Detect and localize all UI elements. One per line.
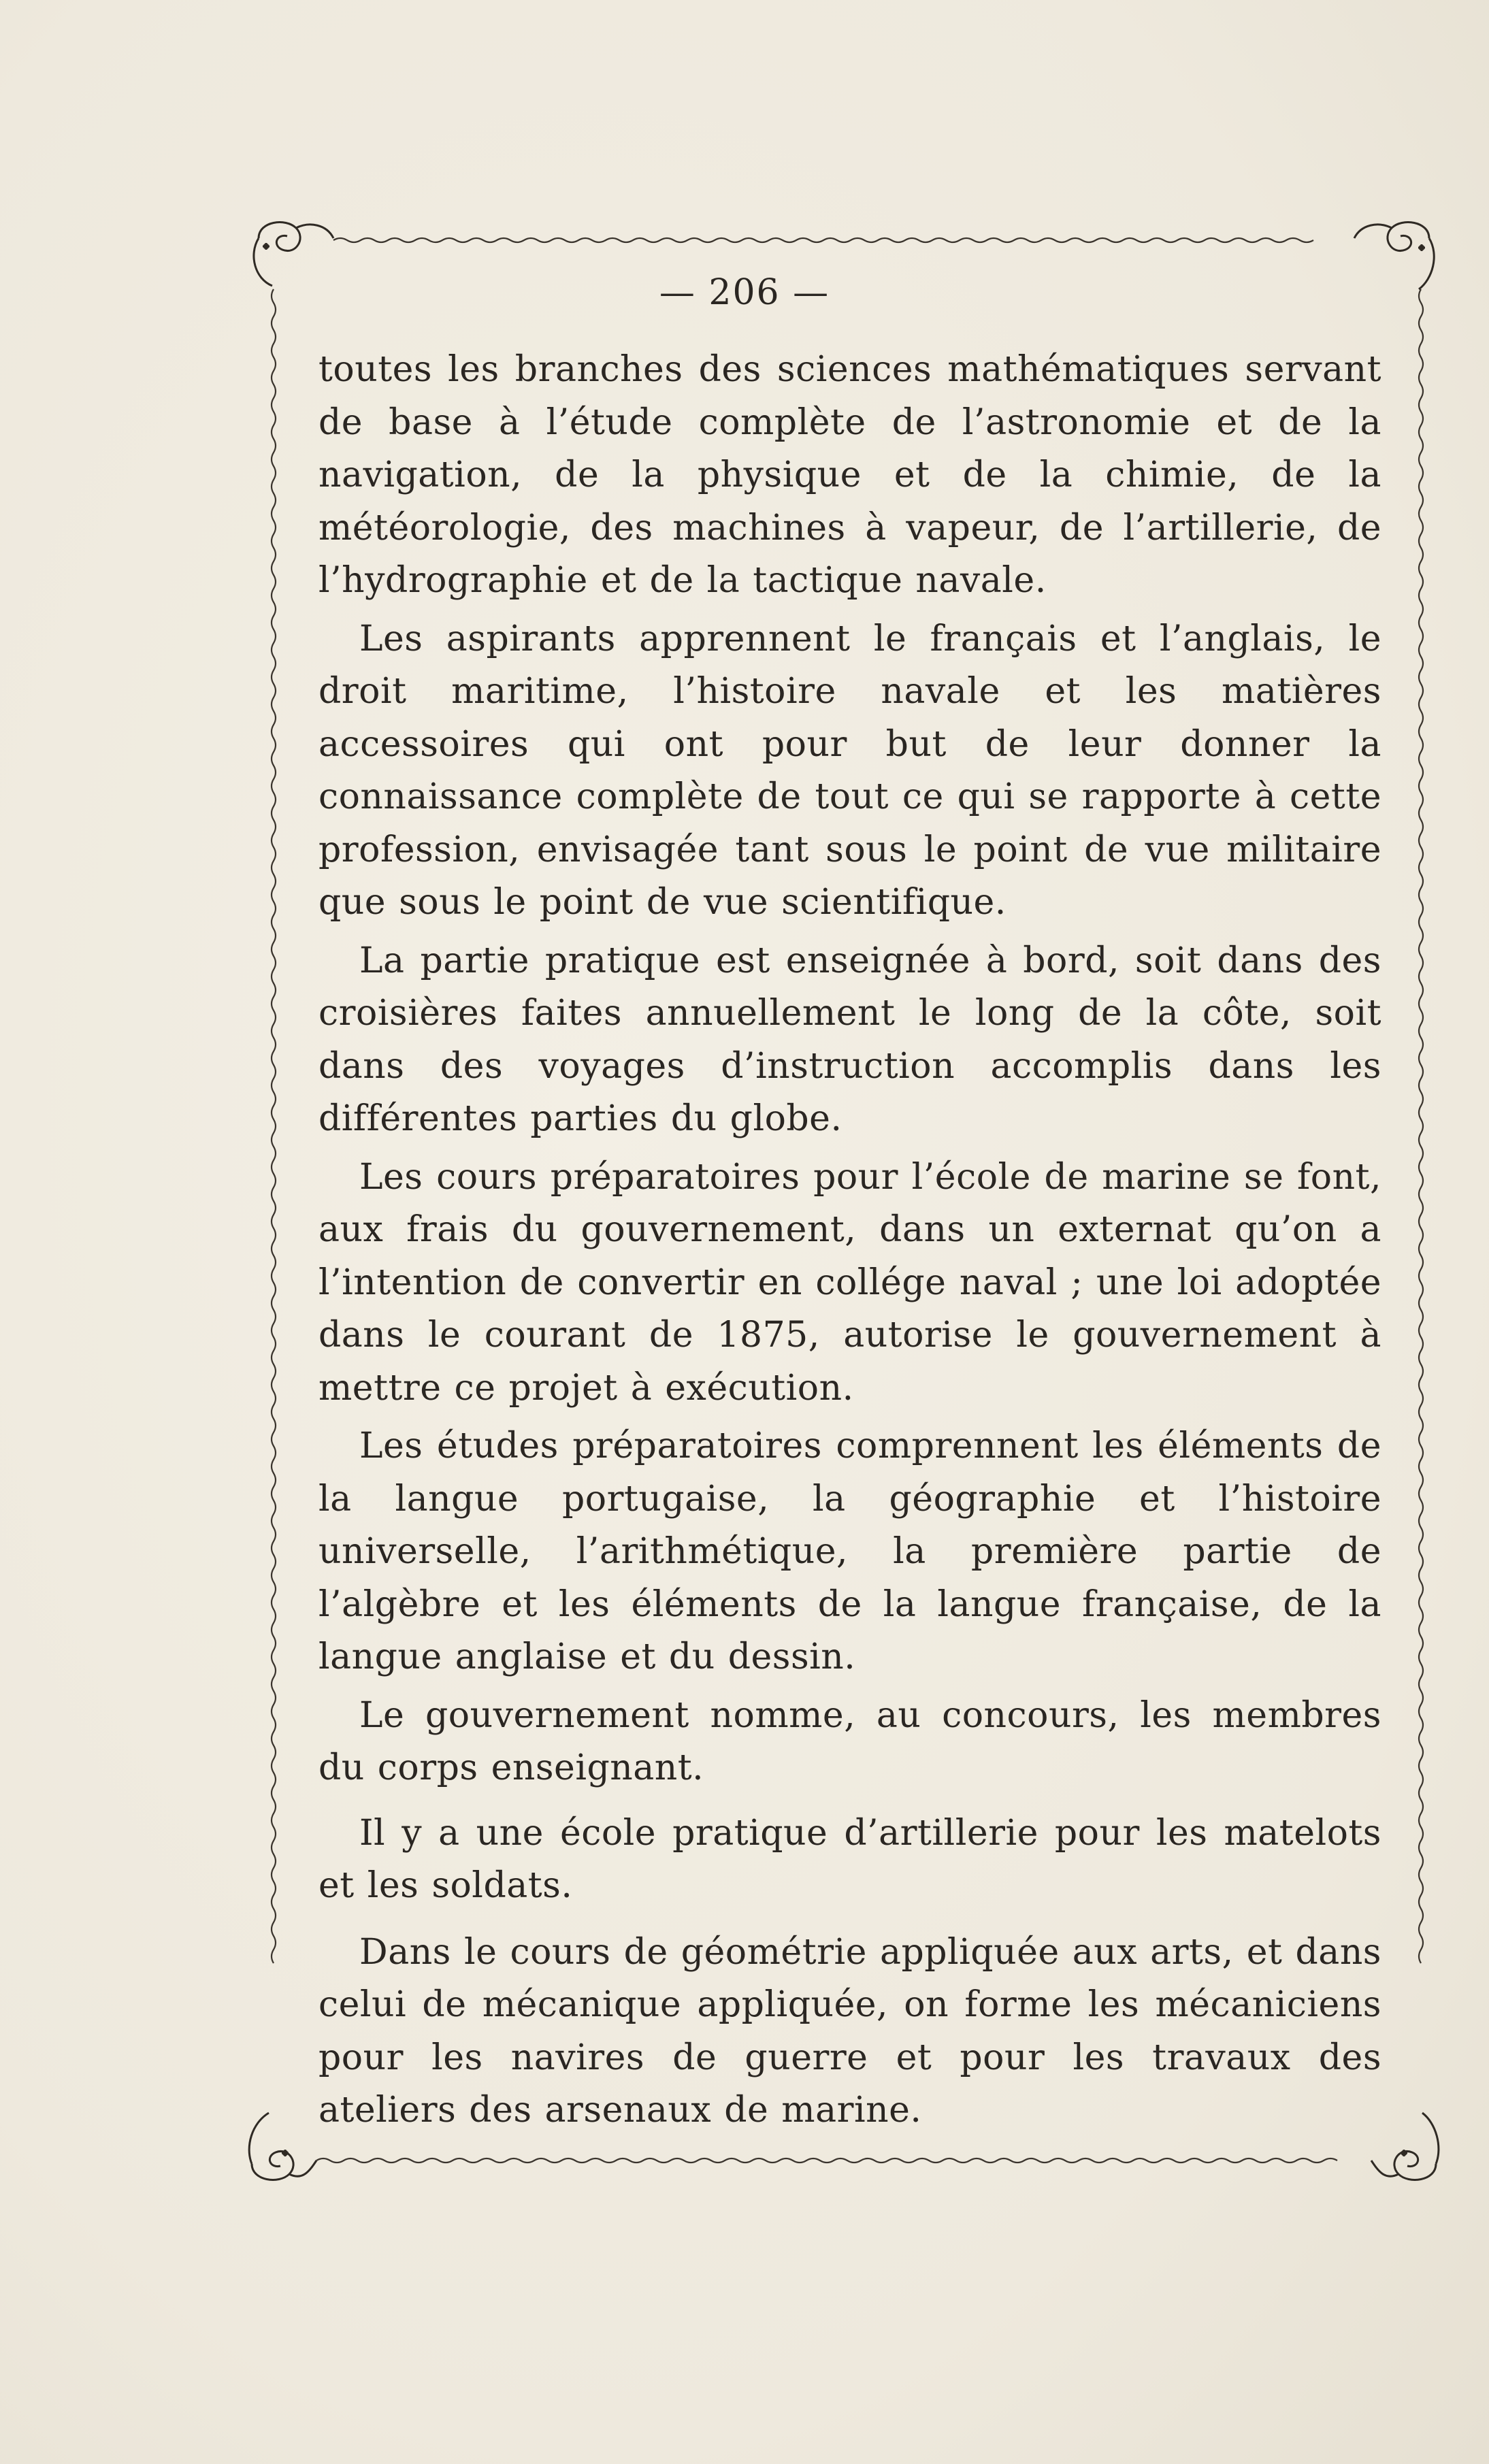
paragraph-8: Dans le cours de géométrie appliquée aux arts, et dans celui de mécanique appliquée, on forme les mécaniciens pour les navires de guerre et pour les travaux des ateliers des arsenaux de marine.: [318, 1931, 1381, 2131]
bottom-border-wave: [316, 2158, 1337, 2163]
paragraph-6: Le gouvernement nomme, au concours, les membres du corps enseignant.: [318, 1694, 1381, 1788]
body-text: [318, 344, 1381, 2137]
paragraph-5: Les études préparatoires comprennent les éléments de la langue portugaise, la géographie et l’histoire universelle, l’arithmétique, la première partie de l’algèbre et les éléments de la langue française, de la langue anglaise et du dessin.: [318, 1426, 1381, 1677]
paragraph-2: Les aspirants apprennent le français et l’anglais, le droit maritime, l’histoire navale et les matières accessoires qui ont pour but de leur donner la connaissance complète de tout ce qui se rapporte à cette profession, envisagée tant sous le point de vue militaire que sous le point de vue scientifique.: [318, 618, 1381, 923]
paragraph-7: Il y a une école pratique d’artillerie pour les matelots et les soldats.: [318, 1812, 1381, 1906]
top-border-wave: [333, 238, 1313, 242]
page-number: — 206 —: [659, 272, 830, 313]
left-border-wave: [272, 289, 276, 1963]
paragraph-4: Les cours préparatoires pour l’école de marine se font, aux frais du gouvernement, dans un externat qu’on a l’intention de convertir en collége naval ; une loi adoptée dans le courant de 1875, autorise le gouvernement à mettre ce projet à exécution.: [318, 1156, 1381, 1409]
right-border-wave: [1419, 289, 1423, 1963]
corner-ornament-bottom-left: [249, 2113, 316, 2180]
paragraph-3: La partie pratique est enseignée à bord, soit dans des croisières faites annuellement le long de la côte, soit dans des voyages d’instruction accomplis dans les différentes parties du globe.: [318, 940, 1381, 1139]
paragraph-1: toutes les branches des sciences mathématiques servant de base à l’étude complète de l’astronomie et de la navigation, de la physique et de la chimie, de la météorologie, des machines à vapeur, de l’artillerie, de l’hydrographie et de la tactique navale.: [318, 349, 1381, 601]
